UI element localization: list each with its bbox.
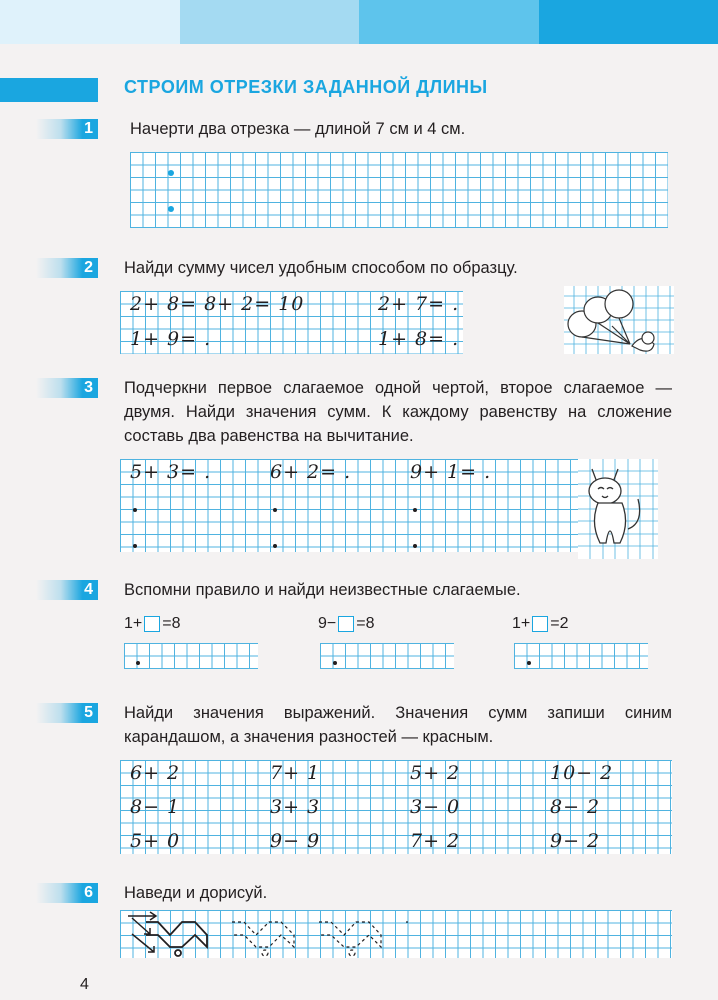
task-3-text: Подчеркни первое слагаемое одной чертой, второе слагаемое — двумя. Найди значения сумм. К каждому равенству на сложение составь два равенства на вычитание. — [124, 379, 672, 445]
handwritten-expression: 7+ 1 — [270, 762, 321, 784]
segment-start-point — [168, 206, 174, 212]
equation-1: 1+ =8 — [124, 615, 181, 632]
answer-dot — [273, 544, 277, 548]
task-badge-3: 3 — [36, 378, 98, 398]
answer-dot — [413, 544, 417, 548]
handwritten-expression: 9− 2 — [550, 830, 601, 852]
task-6-text: Наведи и дорисуй. — [124, 884, 268, 902]
answer-dot — [413, 508, 417, 512]
handwritten-expression: 3+ 3 — [270, 796, 321, 818]
answer-dot — [133, 508, 137, 512]
handwritten-expression: 2+ 8= 8+ 2= 10 — [130, 293, 305, 315]
title-accent-bar — [0, 78, 98, 102]
handwritten-expression: 9− 9 — [270, 830, 321, 852]
answer-box[interactable] — [144, 616, 160, 632]
task-badge-5: 5 — [36, 703, 98, 723]
task-1-grid[interactable] — [130, 152, 668, 228]
task-badge-2: 2 — [36, 258, 98, 278]
task-badge-6: 6 — [36, 883, 98, 903]
handwritten-expression: 1+ 9= . — [130, 328, 212, 350]
answer-grid[interactable] — [514, 643, 648, 669]
page-number: 4 — [80, 976, 89, 993]
answer-dot — [133, 544, 137, 548]
task-1-text: Начерти два отрезка — длиной 7 см и 4 см. — [130, 120, 466, 138]
equation-2: 9− =8 — [318, 615, 375, 632]
answer-dot — [527, 661, 531, 665]
segment-start-point — [168, 170, 174, 176]
handwritten-expression: 5+ 2 — [410, 762, 461, 784]
equation-3: 1+ =2 — [512, 615, 569, 632]
handwritten-expression: 8− 2 — [550, 796, 601, 818]
handwritten-expression: 8− 1 — [130, 796, 181, 818]
handwritten-expression: 3− 0 — [410, 796, 461, 818]
task-2-text: Найди сумму чисел удобным способом по образцу. — [124, 259, 518, 277]
handwritten-expression: 1+ 8= . — [378, 328, 460, 350]
handwritten-expression: 10− 2 — [550, 762, 614, 784]
balloons-illustration — [564, 286, 674, 354]
handwritten-expression: 5+ 0 — [130, 830, 181, 852]
task-badge-1: 1 — [36, 119, 98, 139]
top-color-bar — [0, 0, 718, 44]
answer-dot — [273, 508, 277, 512]
handwritten-expression: 6+ 2 — [130, 762, 181, 784]
handwritten-expression: 7+ 2 — [410, 830, 461, 852]
pattern-drawing — [120, 910, 672, 958]
kitten-illustration — [578, 459, 658, 559]
answer-dot — [136, 661, 140, 665]
page-title: СТРОИМ ОТРЕЗКИ ЗАДАННОЙ ДЛИНЫ — [124, 77, 488, 97]
task-4-text: Вспомни правило и найди неизвестные слагаемые. — [124, 581, 521, 599]
task-5-text: Найди значения выражений. Значения сумм запиши синим карандашом, а значения разностей — красным. — [124, 704, 672, 746]
answer-dot — [333, 661, 337, 665]
answer-grid[interactable] — [320, 643, 454, 669]
handwritten-expression: 6+ 2= . — [270, 461, 352, 483]
answer-grid[interactable] — [124, 643, 258, 669]
handwritten-expression: 9+ 1= . — [410, 461, 492, 483]
task-badge-4: 4 — [36, 580, 98, 600]
handwritten-expression: 5+ 3= . — [130, 461, 212, 483]
answer-box[interactable] — [532, 616, 548, 632]
answer-box[interactable] — [338, 616, 354, 632]
handwritten-expression: 2+ 7= . — [378, 293, 460, 315]
